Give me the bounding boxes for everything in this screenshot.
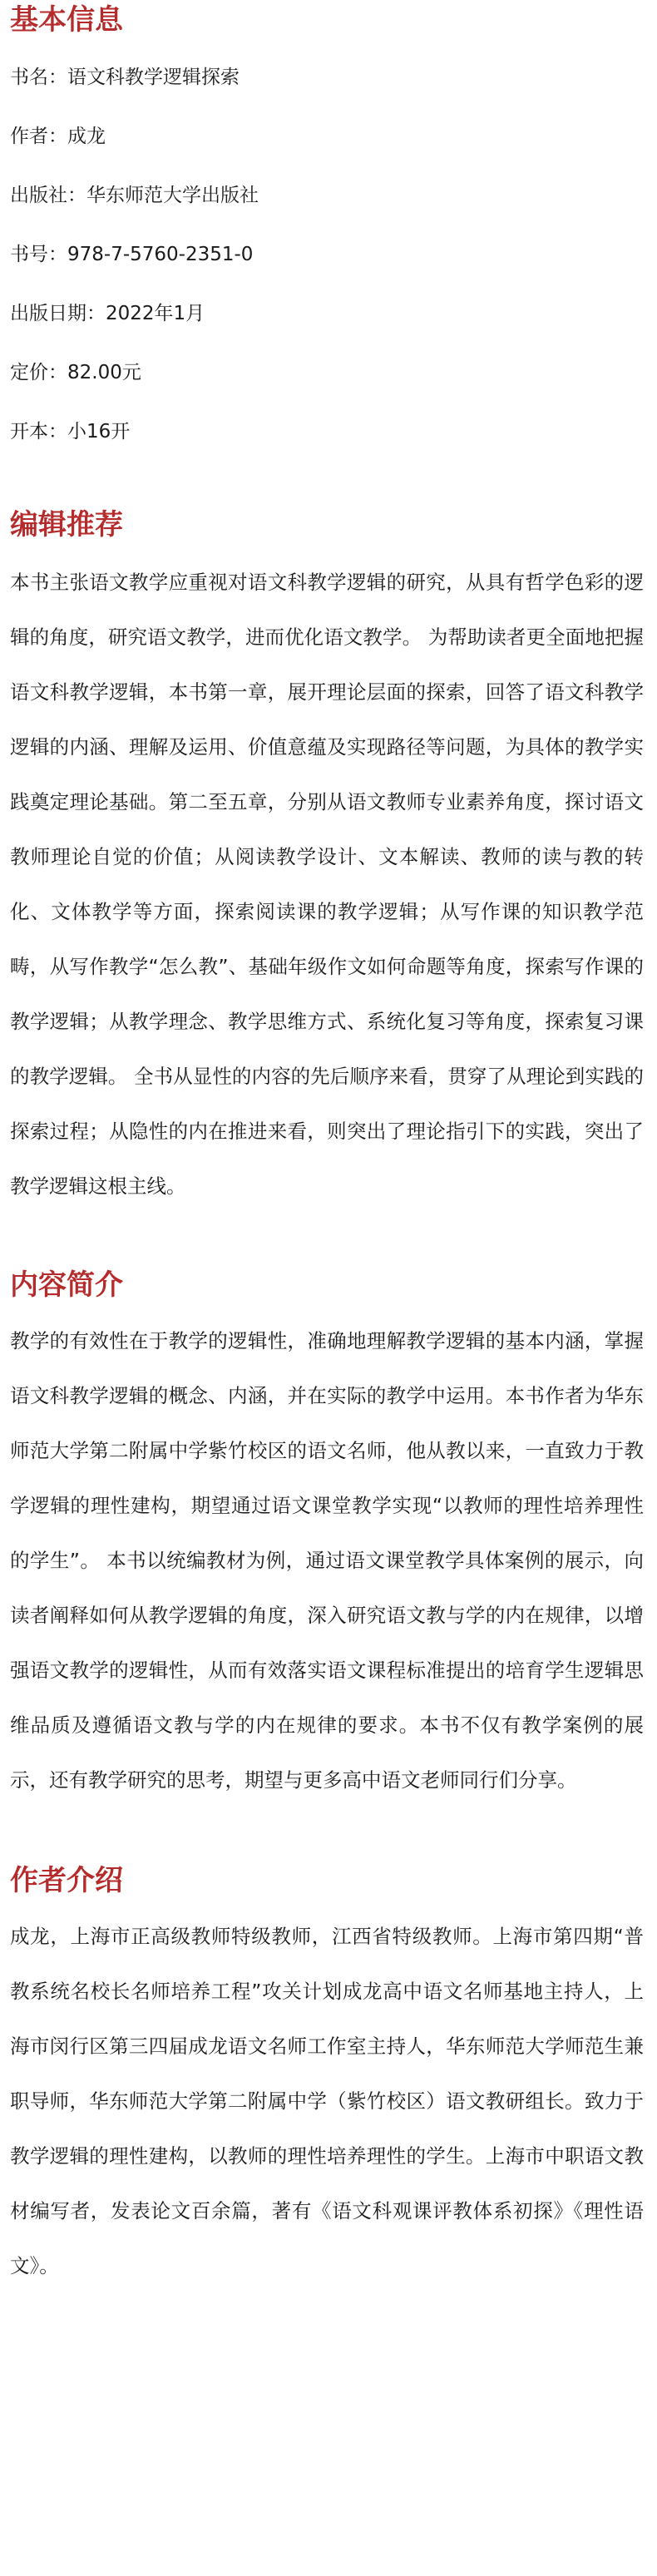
- recommendation-section: [10, 505, 644, 1214]
- recommendation-heading: 编辑推荐: [10, 508, 123, 541]
- summary-section: [10, 1265, 644, 1807]
- author-line: 作者：成龙: [10, 126, 106, 147]
- format-line: 开本：小16开: [10, 421, 131, 443]
- author-heading: 作者介绍: [10, 1864, 123, 1897]
- recommendation-text: 本书主张语文教学应重视对语文科教学逻辑的研究，从具有哲学色彩的逻辑的角度，研究语文教学，进而优化语文教学。 为帮助读者更全面地把握语文科教学逻辑，本书第一章，展开理论层面的探索，回答了语文科教学逻辑的内涵、理解及运用、价值意蕴及实现路径等问题，为具体的教学实践奠定理论基础。第二至五章，分别从语文教师专业素养角度，探讨语文教师理论自觉的价值；从阅读教学设计、文本解读、教师的读与教的转化、文体教学等方面，探索阅读课的教学逻辑；从写作课的知识教学范畴，从写作教学“怎么教”、基础年级作文如何命题等角度，探索写作课的教学逻辑；从教学理念、教学思维方式、系统化复习等角度，探索复习课的教学逻辑。 全书从显性的内容的先后顺序来看，贯穿了从理论到实践的探索过程；从隐性的内在推进来看，则突出了理论指引下的实践，突出了教学逻辑这根主线。: [10, 571, 644, 1198]
- price-line: 定价：82.00元: [10, 362, 141, 383]
- author-section: [10, 1861, 644, 2293]
- summary-text: 教学的有效性在于教学的逻辑性，准确地理解教学逻辑的基本内涵，掌握语文科教学逻辑的概念、内涵，并在实际的教学中运用。本书作者为华东师范大学第二附属中学紫竹校区的语文名师，他从教以来，一直致力于教学逻辑的理性建构，期望通过语文课堂教学实现“以教师的理性培养理性的学生”。 本书以统编教材为例，通过语文课堂教学具体案例的展示，向读者阐释如何从教学逻辑的角度，深入研究语文教与学的内在规律，以增强语文教学的逻辑性，从而有效落实语文课程标准提出的培育学生逻辑思维品质及遵循语文教与学的内在规律的要求。本书不仅有教学案例的展示，还有教学研究的思考，期望与更多高中语文老师同行们分享。: [10, 1329, 644, 1792]
- publisher-line: 出版社：华东师范大学出版社: [10, 185, 259, 206]
- isbn-line: 书号：978-7-5760-2351-0: [10, 244, 254, 265]
- author-text: 成龙，上海市正高级教师特级教师，江西省特级教师。上海市第四期“普教系统名校长名师培养工程”攻关计划成龙高中语文名师基地主持人，上海市闵行区第三四届成龙语文名师工作室主持人，华东师范大学师范生兼职导师，华东师范大学第二附属中学（紫竹校区）语文教研组长。致力于教学逻辑的理性建构，以教师的理性培养理性的学生。上海市中职语文教材编写者，发表论文百余篇，著有《语文科观课评教体系初探》《理性语文》。: [10, 1925, 644, 2277]
- basic-info-section: [10, 0, 644, 462]
- book-title-line: 书名：语文科教学逻辑探索: [10, 67, 240, 88]
- publish-date-line: 出版日期：2022年1月: [10, 303, 205, 324]
- basic-info-heading: 基本信息: [10, 3, 123, 37]
- summary-heading: 内容简介: [10, 1268, 123, 1302]
